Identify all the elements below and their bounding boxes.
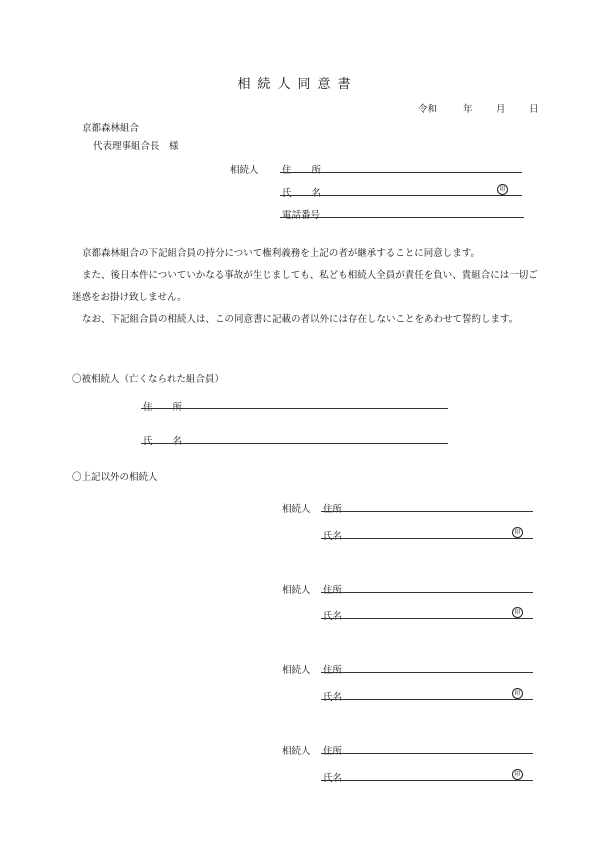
deceased-address-label: 住所: [143, 402, 203, 413]
heir-address-line[interactable]: [321, 592, 533, 593]
signer-address-line[interactable]: [280, 172, 522, 173]
signer-phone-line[interactable]: [280, 217, 524, 218]
other-heirs-heading: 〇上記以外の相続人: [72, 472, 158, 483]
signer-name-line[interactable]: [280, 195, 522, 196]
deceased-name-label: 氏名: [143, 436, 203, 447]
signer-name-label: 氏名: [282, 188, 342, 199]
heir-name-label: 氏名: [323, 692, 343, 703]
seal-icon: 印: [497, 184, 508, 195]
addressee-person: 代表理事組合長 様: [93, 141, 179, 152]
deceased-address-line[interactable]: [141, 408, 448, 409]
seal-icon: 印: [512, 688, 523, 699]
heir-role: 相続人: [282, 746, 311, 757]
body-paragraph-1: 京都森林組合の下記組合員の持分について権利義務を上記の者が継承することに同意します。: [82, 248, 481, 259]
heir-address-label: 住所: [323, 504, 343, 515]
deceased-heading: 〇被相続人（亡くなられた組合員）: [72, 374, 225, 385]
heir-name-line[interactable]: [321, 618, 533, 619]
body-paragraph-2: また、後日本件についていかなる事故が生じましても、私ども相続人全員が責任を負い、貴組合には一切ご迷惑をお掛け致しません。: [72, 270, 538, 303]
signer-role: 相続人: [230, 165, 259, 176]
seal-icon: 印: [512, 607, 523, 618]
heir-role: 相続人: [282, 585, 311, 596]
document-title: 相続人同意書: [237, 77, 358, 92]
deceased-name-line[interactable]: [141, 443, 448, 444]
heir-role: 相続人: [282, 504, 311, 515]
seal-icon: 印: [512, 527, 523, 538]
heir-name-line[interactable]: [321, 538, 533, 539]
heir-name-line[interactable]: [321, 780, 533, 781]
date-day: 日: [529, 104, 539, 115]
heir-name-line[interactable]: [321, 699, 533, 700]
seal-icon: 印: [512, 769, 523, 780]
date-era: 令和: [418, 104, 438, 115]
heir-address-label: 住所: [323, 585, 343, 596]
heir-address-line[interactable]: [321, 511, 533, 512]
heir-name-label: 氏名: [323, 531, 343, 542]
addressee-org: 京都森林組合: [82, 123, 140, 134]
heir-name-label: 氏名: [323, 773, 343, 784]
signer-phone-label: 電話番号: [282, 210, 321, 221]
heir-role: 相続人: [282, 665, 311, 676]
heir-address-line[interactable]: [321, 672, 533, 673]
date-year: 年: [463, 104, 473, 115]
heir-address-label: 住所: [323, 665, 343, 676]
heir-address-label: 住所: [323, 746, 343, 757]
heir-name-label: 氏名: [323, 611, 343, 622]
date-month: 月: [496, 104, 506, 115]
signer-address-label: 住所: [282, 165, 342, 176]
heir-address-line[interactable]: [321, 753, 533, 754]
body-paragraph-3: なお、下記組合員の相続人は、この同意書に記載の者以外には存在しないことをあわせて誓約します。: [82, 314, 519, 325]
